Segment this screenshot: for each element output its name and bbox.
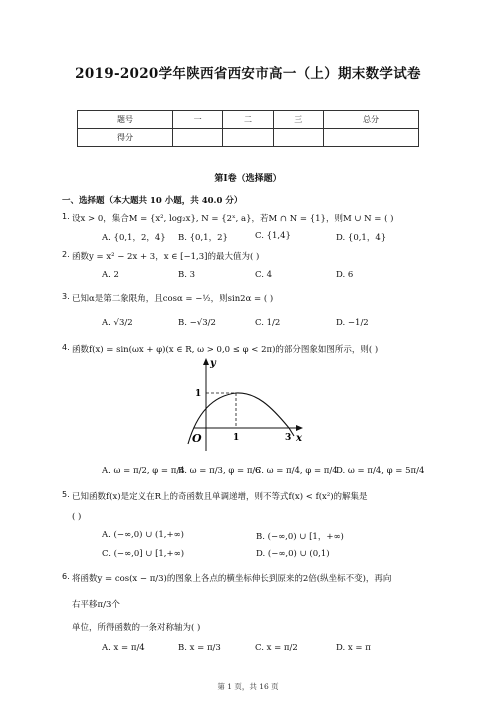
option-b: B. (−∞,0) ∪ [1，+∞) <box>256 532 344 542</box>
question-text: 已知函数f(x)是定义在R上的奇函数且单调递增，则不等式f(x) < f(x²)的解集是 <box>72 492 368 502</box>
option-a: A. x = π/4 <box>102 643 145 653</box>
table-row <box>78 111 419 129</box>
question-5-line2 <box>72 512 81 522</box>
option-a: A. 2 <box>102 270 119 280</box>
question-2 <box>62 250 260 262</box>
option-d: D. ω = π/4, φ = 5π/4 <box>336 466 425 476</box>
question-text-cont: 右平移π/3个 <box>72 600 120 610</box>
option-c: C. {1,4} <box>255 231 291 241</box>
table-cell <box>273 129 323 147</box>
x-axis-arrow <box>296 425 303 431</box>
y-tick-1: 1 <box>195 389 202 399</box>
table-header-cell: 题号 <box>78 111 173 129</box>
table-header-cell: 总分 <box>323 111 418 129</box>
question-3 <box>62 292 274 304</box>
question-number: 2. <box>62 250 70 259</box>
table-header-cell: 一 <box>173 111 223 129</box>
origin-label: O <box>192 432 202 445</box>
y-axis-label: y <box>210 358 216 369</box>
score-table <box>77 110 419 147</box>
table-cell <box>173 129 223 147</box>
option-a: A. (−∞,0) ∪ (1,+∞) <box>102 530 184 540</box>
question-4 <box>62 343 379 355</box>
question-1 <box>62 212 394 224</box>
option-b: B. {0,1，2} <box>178 233 228 243</box>
table-header-cell: 三 <box>273 111 323 129</box>
option-b: B. x = π/3 <box>178 643 221 653</box>
option-a: A. ω = π/2, φ = π/4 <box>102 466 185 476</box>
table-header-cell: 二 <box>223 111 273 129</box>
option-a: A. {0,1，2，4} <box>102 233 166 243</box>
x-tick-1: 1 <box>233 433 240 443</box>
option-c: C. x = π/2 <box>255 643 298 653</box>
question-number: 1. <box>62 212 70 221</box>
question-text: 设x > 0，集合M = {x², log₂x}, N = {2ˣ, a}，若M ∩ N = {1}，则M ∪ N = ( ) <box>72 214 394 224</box>
option-a: A. √3/2 <box>102 318 133 328</box>
question-6 <box>62 572 392 584</box>
question-number: 5. <box>62 490 70 499</box>
question-6-line3 <box>72 621 200 633</box>
table-row-label: 得分 <box>78 129 173 147</box>
option-c: C. 1/2 <box>255 318 281 328</box>
option-d: D. x = π <box>336 643 371 653</box>
table-cell <box>323 129 418 147</box>
x-axis-label: x <box>296 433 302 444</box>
option-d: D. (−∞,0) ∪ (0,1) <box>256 549 330 559</box>
option-b: B. ω = π/3, φ = π/6 <box>178 466 261 476</box>
question-number: 4. <box>62 343 70 352</box>
question-number: 6. <box>62 572 70 581</box>
page-footer: 第 1 页，共 16 页 <box>217 682 279 691</box>
y-axis-arrow <box>203 358 209 365</box>
option-b: B. −√3/2 <box>178 318 216 328</box>
question-text-cont: ( ) <box>72 512 82 522</box>
table-cell <box>223 129 273 147</box>
option-c: C. ω = π/4, φ = π/4 <box>255 466 338 476</box>
option-c: C. (−∞,0] ∪ [1,+∞) <box>102 549 185 559</box>
part-title: 第I卷（选择题） <box>214 174 282 184</box>
function-graph <box>186 356 311 456</box>
table-row <box>78 129 419 147</box>
question-text: 将函数y = cos(x − π/3)的图象上各点的横坐标伸长到原来的2倍(纵坐标不变)，再向 <box>72 574 392 584</box>
question-6-line2 <box>72 598 120 610</box>
option-d: D. {0,1，4} <box>336 233 387 243</box>
option-d: D. −1/2 <box>336 318 369 328</box>
x-tick-3: 3 <box>285 433 292 443</box>
page-title: 2019-2020学年陕西省西安市高一（上）期末数学试卷 <box>75 66 421 82</box>
question-text-cont: 单位，所得函数的一条对称轴为( ) <box>72 623 201 633</box>
question-5 <box>62 490 368 502</box>
option-d: D. 6 <box>336 270 354 280</box>
question-text: 已知α是第二象限角，且cosα = −½，则sin2α = ( ) <box>72 294 274 304</box>
option-b: B. 3 <box>178 270 196 280</box>
option-c: C. 4 <box>255 270 273 280</box>
question-text: 函数y = x² − 2x + 3，x ∈ [−1,3]的最大值为( ) <box>72 252 260 262</box>
question-text: 函数f(x) = sin(ωx + φ)(x ∈ R, ω > 0,0 ≤ φ < 2π)的部分图象如图所示，则( ) <box>72 345 379 355</box>
section-heading: 一、选择题（本大题共 10 小题，共 40.0 分） <box>62 196 243 206</box>
sine-curve <box>188 393 294 444</box>
question-number: 3. <box>62 292 70 301</box>
